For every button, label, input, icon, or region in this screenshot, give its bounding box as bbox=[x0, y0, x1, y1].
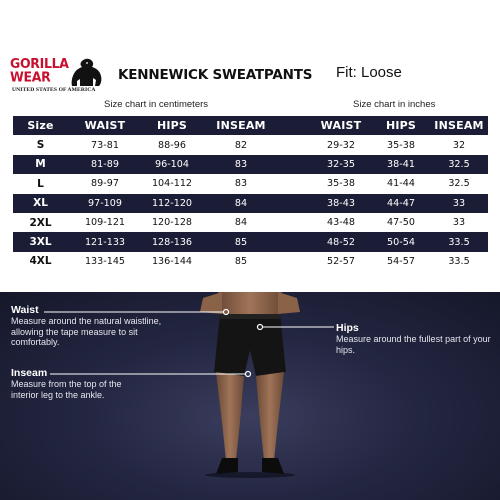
hips-cm-cell: 112-120 bbox=[151, 197, 193, 209]
hips-in-cell: 50-54 bbox=[387, 236, 415, 248]
table-row bbox=[13, 252, 488, 271]
waist-guide bbox=[11, 304, 166, 348]
fit-label: Fit: Loose bbox=[336, 64, 402, 81]
column-header-inseam-in: INSEAM bbox=[434, 119, 484, 133]
table-row bbox=[13, 174, 488, 193]
left-arm-shape bbox=[200, 292, 222, 314]
inseam-in-cell: 33 bbox=[452, 217, 466, 229]
waist-guide-title: Waist bbox=[11, 304, 39, 316]
size-cell: M bbox=[35, 158, 46, 171]
column-header-hips-in: HIPS bbox=[385, 119, 417, 133]
hips-guide bbox=[336, 322, 491, 355]
size-cell: S bbox=[36, 139, 45, 152]
waist-cm-cell: 81-89 bbox=[91, 158, 119, 170]
right-leg-shape bbox=[256, 372, 284, 460]
measurement-guide bbox=[0, 292, 500, 500]
size-cell: 2XL bbox=[29, 216, 52, 229]
gorilla-icon bbox=[68, 58, 104, 88]
shorts-shape bbox=[214, 314, 286, 376]
column-header-waist-in: WAIST bbox=[320, 119, 362, 133]
inseam-in-cell: 33 bbox=[452, 197, 466, 209]
column-header-size: Size bbox=[27, 119, 54, 133]
header bbox=[0, 0, 500, 100]
inseam-guide-text: Measure from the top of the interior leg to the ankle. bbox=[11, 379, 122, 400]
hips-guide-title: Hips bbox=[336, 322, 359, 334]
hips-cm-cell: 104-112 bbox=[151, 178, 193, 190]
inseam-in-cell: 32.5 bbox=[448, 178, 470, 190]
hips-in-cell: 44-47 bbox=[387, 197, 415, 209]
table-header-row bbox=[13, 116, 488, 135]
size-table bbox=[13, 116, 488, 271]
logo-country-text: UNITED STATES OF AMERICA bbox=[12, 87, 96, 93]
left-shoe-shape bbox=[216, 458, 238, 474]
hips-cm-cell: 136-144 bbox=[151, 255, 193, 267]
waist-in-cell: 29-32 bbox=[327, 139, 355, 151]
size-cell: 3XL bbox=[29, 236, 52, 249]
inseam-cm-cell: 83 bbox=[234, 178, 248, 190]
hips-in-cell: 47-50 bbox=[387, 217, 415, 229]
waist-guide-text: Measure around the natural waistline, allowing the tape measure to sit comfortably. bbox=[11, 316, 162, 347]
hips-cm-cell: 128-136 bbox=[151, 236, 193, 248]
table-row bbox=[13, 135, 488, 154]
size-cell: XL bbox=[33, 197, 48, 210]
hips-in-cell: 41-44 bbox=[387, 178, 415, 190]
inseam-in-cell: 33.5 bbox=[448, 236, 470, 248]
waist-in-cell: 38-43 bbox=[327, 197, 355, 209]
waistband-shape bbox=[220, 314, 280, 319]
hips-cm-cell: 96-104 bbox=[155, 158, 189, 170]
waist-cm-cell: 109-121 bbox=[84, 217, 126, 229]
brand-logo bbox=[10, 57, 110, 97]
table-row bbox=[13, 213, 488, 232]
inseam-guide bbox=[11, 367, 146, 400]
size-cell: 4XL bbox=[29, 255, 52, 268]
product-title: KENNEWICK SWEATPANTS bbox=[118, 67, 313, 83]
logo-wordmark bbox=[10, 56, 69, 83]
waist-in-cell: 35-38 bbox=[327, 178, 355, 190]
table-row bbox=[13, 155, 488, 174]
inseam-cm-cell: 85 bbox=[234, 236, 248, 248]
hips-guide-text: Measure around the fullest part of your hips. bbox=[336, 334, 491, 355]
hips-cm-cell: 120-128 bbox=[151, 217, 193, 229]
waist-cm-cell: 73-81 bbox=[91, 139, 119, 151]
inseam-in-cell: 32.5 bbox=[448, 158, 470, 170]
waist-in-cell: 43-48 bbox=[327, 217, 355, 229]
column-header-waist-cm: WAIST bbox=[84, 119, 126, 133]
waist-in-cell: 48-52 bbox=[327, 236, 355, 248]
left-leg-shape bbox=[216, 372, 244, 460]
floor-shadow bbox=[205, 472, 295, 478]
inseam-cm-cell: 82 bbox=[234, 139, 248, 151]
size-cell: L bbox=[37, 177, 44, 190]
torso-shape bbox=[218, 292, 282, 316]
logo-line-2: WEAR bbox=[10, 68, 51, 85]
column-header-inseam-cm: INSEAM bbox=[216, 119, 266, 133]
inseam-in-cell: 33.5 bbox=[448, 255, 470, 267]
waist-in-cell: 32-35 bbox=[327, 158, 355, 170]
column-header-hips-cm: HIPS bbox=[156, 119, 188, 133]
waist-cm-cell: 89-97 bbox=[91, 178, 119, 190]
hips-in-cell: 38-41 bbox=[387, 158, 415, 170]
hips-cm-cell: 88-96 bbox=[158, 139, 186, 151]
inseam-cm-cell: 83 bbox=[234, 158, 248, 170]
inseam-cm-cell: 85 bbox=[234, 255, 248, 267]
inseam-cm-cell: 84 bbox=[234, 217, 248, 229]
waist-cm-cell: 133-145 bbox=[84, 255, 126, 267]
right-shoe-shape bbox=[262, 458, 284, 474]
cm-chart-title: Size chart in centimeters bbox=[104, 99, 209, 110]
right-arm-shape bbox=[278, 292, 300, 314]
inseam-in-cell: 32 bbox=[452, 139, 466, 151]
hips-in-cell: 35-38 bbox=[387, 139, 415, 151]
waist-in-cell: 52-57 bbox=[327, 255, 355, 267]
logo-line-1: GORILLA bbox=[10, 55, 69, 72]
hips-in-cell: 54-57 bbox=[387, 255, 415, 267]
inch-chart-title: Size chart in inches bbox=[353, 99, 436, 110]
inseam-cm-cell: 84 bbox=[234, 197, 248, 209]
inseam-pointer-dot bbox=[246, 372, 251, 377]
table-row bbox=[13, 194, 488, 213]
inseam-guide-title: Inseam bbox=[11, 367, 48, 379]
waist-cm-cell: 97-109 bbox=[88, 197, 122, 209]
waist-cm-cell: 121-133 bbox=[84, 236, 126, 248]
table-row bbox=[13, 232, 488, 251]
